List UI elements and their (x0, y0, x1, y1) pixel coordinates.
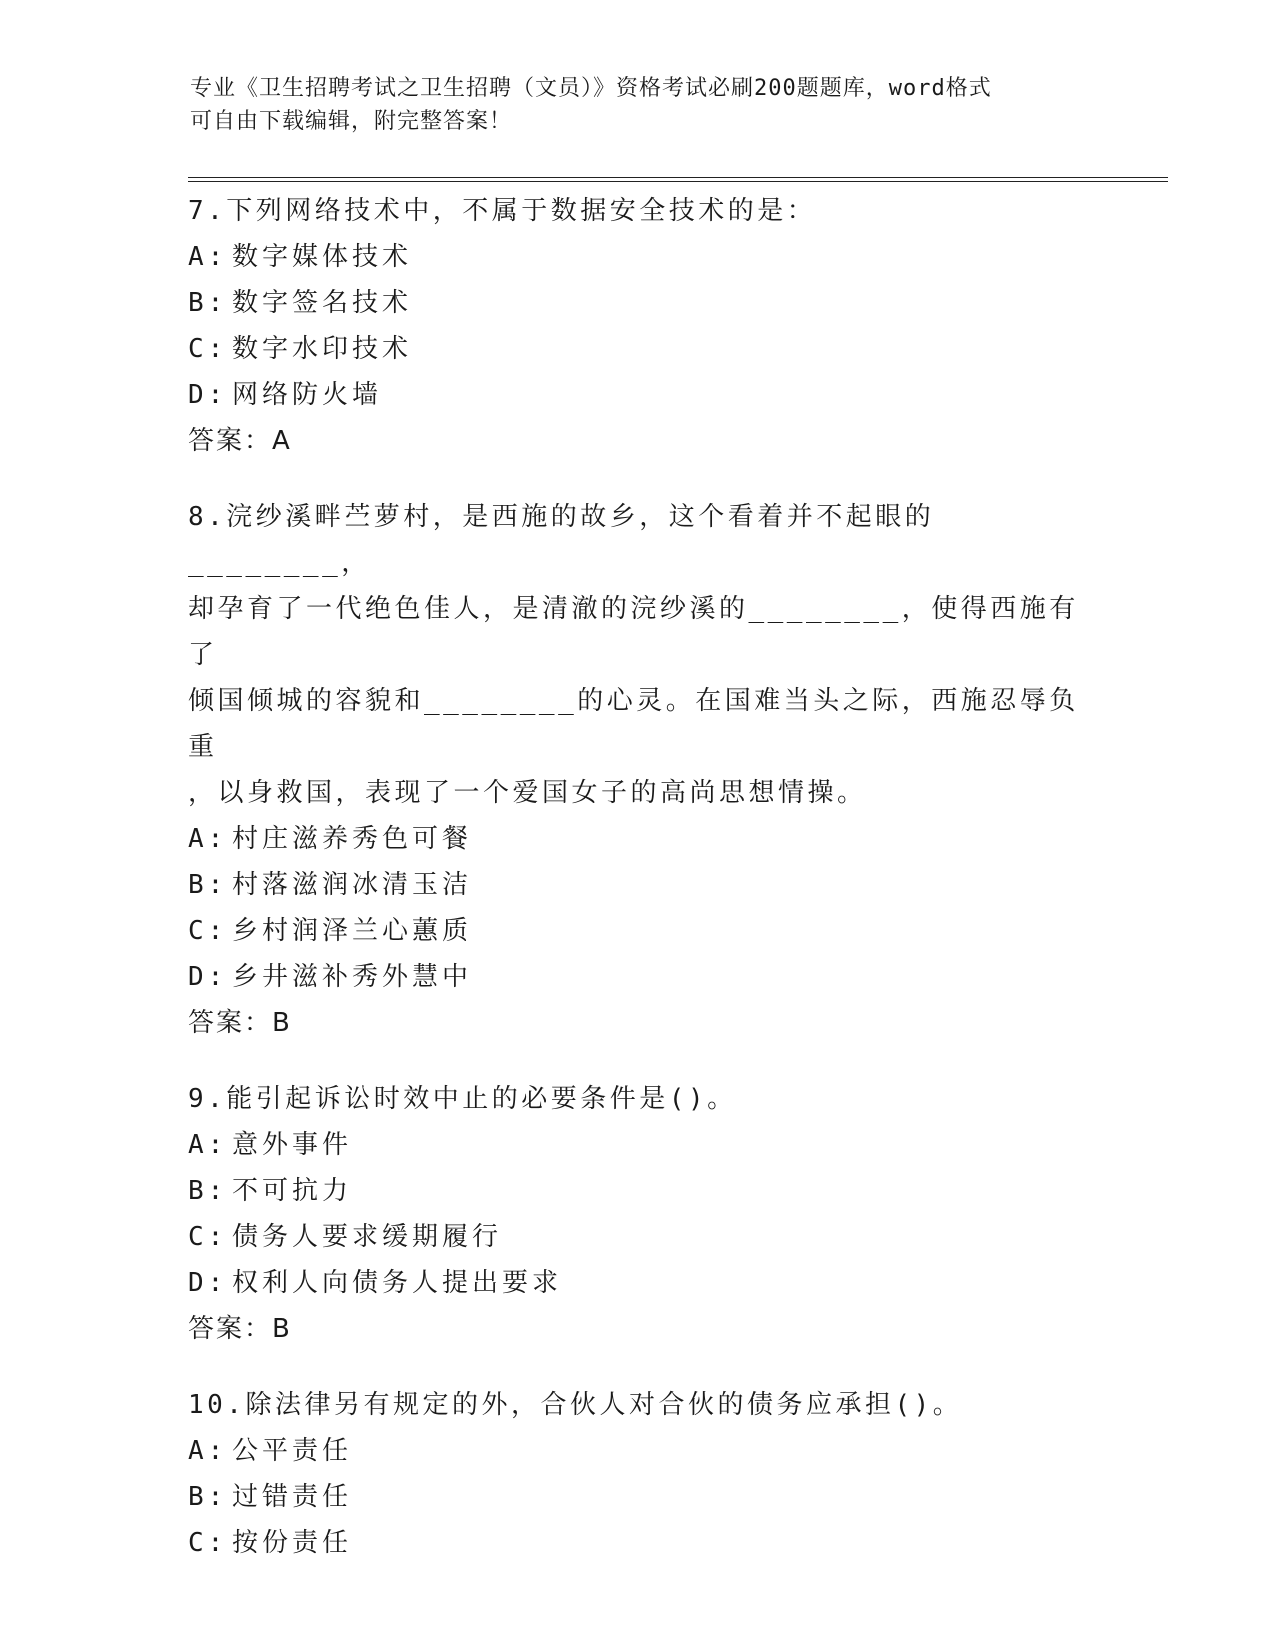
question-8 (188, 494, 1088, 1046)
option-d (188, 372, 1088, 418)
option-text: 乡井滋补秀外慧中 (232, 962, 473, 992)
document-header (190, 72, 1090, 138)
header-divider (188, 177, 1168, 182)
answer-text: 答案：A (188, 426, 292, 456)
option-text: 意外事件 (232, 1130, 353, 1160)
question-stem-line-2: 却孕育了一代绝色佳人，是清澈的浣纱溪的________，使得西施有了 (188, 594, 1079, 670)
question-9 (188, 1076, 1088, 1352)
question-stem: 10.除法律另有规定的外，合伙人对合伙的债务应承担()。 (188, 1390, 963, 1420)
option-letter: D: (188, 380, 228, 410)
option-text: 村庄滋养秀色可餐 (232, 824, 473, 854)
option-text: 村落滋润冰清玉洁 (232, 870, 473, 900)
option-d (188, 1260, 1088, 1306)
option-letter: B: (188, 1482, 228, 1512)
option-text: 债务人要求缓期履行 (232, 1222, 503, 1252)
option-letter: A: (188, 242, 228, 272)
option-text: 权利人向债务人提出要求 (232, 1268, 563, 1298)
option-letter: B: (188, 288, 228, 318)
option-b (188, 862, 1088, 908)
option-a (188, 1428, 1088, 1474)
option-letter: B: (188, 870, 228, 900)
option-text: 数字签名技术 (232, 288, 413, 318)
question-stem: 7.下列网络技术中，不属于数据安全技术的是： (188, 196, 817, 226)
option-letter: A: (188, 1130, 228, 1160)
option-text: 按份责任 (232, 1528, 353, 1558)
option-text: 过错责任 (232, 1482, 353, 1512)
question-stem-line-3: 倾国倾城的容貌和________的心灵。在国难当头之际，西施忍辱负重 (188, 686, 1079, 762)
option-letter: C: (188, 1528, 228, 1558)
option-b (188, 280, 1088, 326)
option-a (188, 1122, 1088, 1168)
option-letter: A: (188, 1436, 228, 1466)
option-c (188, 908, 1088, 954)
question-stem: 9.能引起诉讼时效中止的必要条件是()。 (188, 1084, 737, 1114)
question-10 (188, 1382, 1088, 1566)
option-d (188, 954, 1088, 1000)
header-line-2: 可自由下载编辑，附完整答案！ (190, 109, 513, 134)
option-letter: B: (188, 1176, 228, 1206)
option-a (188, 816, 1088, 862)
option-text: 乡村润泽兰心蕙质 (232, 916, 473, 946)
option-c (188, 1214, 1088, 1260)
header-line-1: 专业《卫生招聘考试之卫生招聘（文员）》资格考试必刷200题题库，word格式 (190, 76, 992, 101)
question-stem-line-4: ，以身救国，表现了一个爱国女子的高尚思想情操。 (188, 778, 867, 808)
question-list (188, 188, 1088, 1596)
option-b (188, 1474, 1088, 1520)
answer-text: 答案：B (188, 1314, 292, 1344)
option-text: 数字水印技术 (232, 334, 413, 364)
option-text: 网络防火墙 (232, 380, 383, 410)
option-c (188, 1520, 1088, 1566)
option-text: 数字媒体技术 (232, 242, 413, 272)
option-a (188, 234, 1088, 280)
option-text: 公平责任 (232, 1436, 353, 1466)
option-letter: C: (188, 1222, 228, 1252)
option-b (188, 1168, 1088, 1214)
option-letter: C: (188, 334, 228, 364)
option-c (188, 326, 1088, 372)
option-letter: D: (188, 962, 228, 992)
option-letter: D: (188, 1268, 228, 1298)
question-7 (188, 188, 1088, 464)
question-stem-line-1: 8.浣纱溪畔苎萝村，是西施的故乡，这个看着并不起眼的________， (188, 502, 935, 578)
answer-text: 答案：B (188, 1008, 292, 1038)
option-letter: A: (188, 824, 228, 854)
option-text: 不可抗力 (232, 1176, 353, 1206)
option-letter: C: (188, 916, 228, 946)
